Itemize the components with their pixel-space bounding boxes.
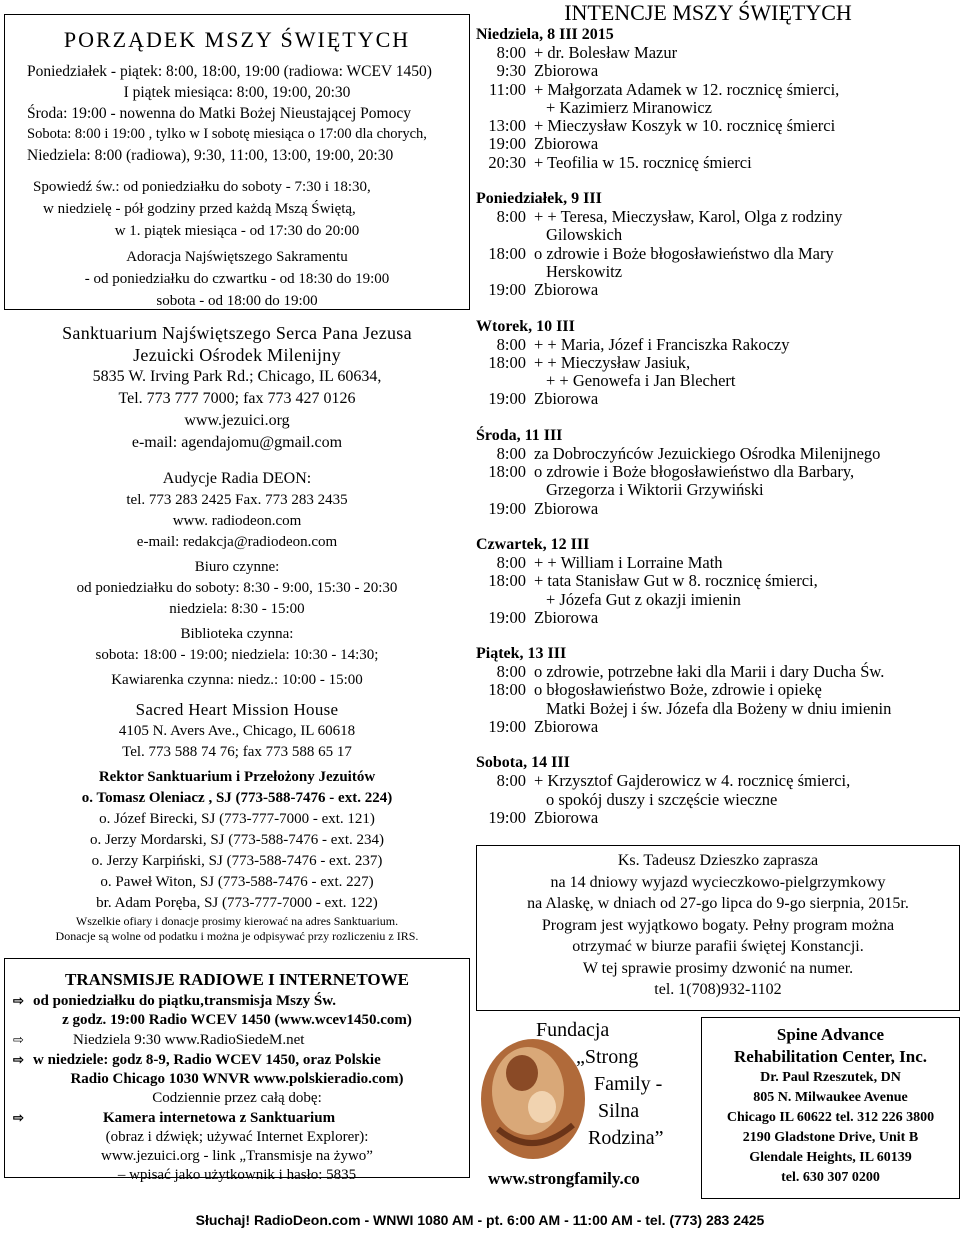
intention-entry [476, 44, 960, 62]
intention-text: + Teofilia w 15. rocznicę śmierci [534, 152, 752, 172]
spine-name-2: Rehabilitation Center, Inc. [734, 1047, 927, 1067]
radio-deon-site[interactable]: www. radiodeon.com [172, 513, 302, 529]
intention-day-heading: Czwartek, 12 III [476, 535, 590, 553]
office-title: Biuro czynne: [194, 559, 280, 575]
mission-house-address: 4105 N. Avers Ave., Chicago, IL 60618 [118, 723, 356, 739]
spine-phone: tel. 630 307 0200 [781, 1170, 880, 1186]
arrow-right-icon: ⇨ [13, 993, 24, 1008]
trip-announcement-box [476, 845, 960, 1011]
intention-text: o zdrowie i Boże błogosławieństwo dla Mary [534, 243, 834, 263]
foundation-word: Rodzina” [588, 1127, 664, 1150]
intention-time: 8:00 [496, 334, 526, 354]
intention-entry [476, 117, 960, 135]
intention-text: + + Mieczysław Jasiuk, [534, 352, 691, 372]
intention-text: + + Genowefa i Jan Blechert [546, 371, 736, 391]
intention-text: + + Maria, Józef i Franciszka Rakoczy [534, 334, 790, 354]
footer-banner: Słuchaj! RadioDeon.com - WNWI 1080 AM - pt. 6:00 AM - 11:00 AM - tel. (773) 283 2425 [195, 1212, 765, 1228]
spine-doctor: Dr. Paul Rzeszutek, DN [760, 1070, 901, 1086]
intention-text: Zbiorowa [534, 498, 599, 518]
spine-address-3: 2190 Gladstone Drive, Unit B [742, 1130, 919, 1146]
library-hours: sobota: 18:00 - 19:00; niedziela: 10:30 - 14:30; [95, 647, 379, 663]
intention-entry [476, 591, 960, 609]
intention-entry [476, 445, 960, 463]
foundation-word: Family - [594, 1073, 663, 1096]
intention-text: + + William i Lorraine Math [534, 552, 723, 572]
intention-time: 9:30 [496, 61, 526, 81]
mass-schedule-box [4, 14, 470, 310]
intention-text: Zbiorowa [534, 280, 599, 300]
intention-time: 8:00 [496, 662, 526, 682]
intention-entry [476, 663, 960, 681]
left-column [4, 14, 470, 1183]
donations-note-1: Wszelkie ofiary i donacje prosimy kierować na adres Sanktuarium. [75, 914, 399, 928]
intention-text: + dr. Bolesław Mazur [534, 43, 678, 62]
intention-entry [476, 809, 960, 827]
intention-time: 18:00 [488, 571, 526, 591]
intention-text: o błogosławieństwo Boże, zdrowie i opiekę [534, 680, 822, 700]
schedule-saturday: Sobota: 8:00 i 19:00 , tylko w I sobotę miesiąca o 17:00 dla chorych, [27, 126, 427, 142]
intention-entry [476, 336, 960, 354]
intention-time: 19:00 [488, 498, 526, 518]
intention-day-heading: Środa, 11 III [476, 426, 563, 444]
intention-day-heading: Piątek, 13 III [476, 645, 567, 663]
intention-time [476, 226, 534, 244]
confession-line-1: Spowiedź św.: od poniedziałku do soboty - 7:30 i 18:30, [33, 179, 371, 195]
trip-line: otrzymać w biurze parafii świętej Konstancji. [572, 938, 864, 956]
sanctuary-address: 5835 W. Irving Park Rd.; Chicago, IL 60634, [92, 368, 382, 385]
intention-time [476, 99, 534, 117]
intention-time: 18:00 [488, 680, 526, 700]
intention-time: 19:00 [488, 607, 526, 627]
rector-name: o. Tomasz Oleniacz , SJ (773-588-7476 - ext. 224) [81, 790, 393, 806]
intentions-list [476, 26, 960, 827]
trip-line: na Alaskę, w dniach od 27-go lipca do 9-go sierpnia, 2015r. [527, 895, 909, 913]
priest-line: o. Jerzy Karpiński, SJ (773-588-7476 - ext. 237) [91, 853, 383, 869]
intention-entry [476, 700, 960, 718]
library-title: Biblioteka czynna: [180, 626, 294, 642]
intention-text: Zbiorowa [534, 607, 599, 627]
intention-time: 19:00 [488, 134, 526, 154]
adoration-weekdays: - od poniedziałku do czwartku - od 18:30 do 19:00 [84, 271, 390, 287]
priest-line: o. Paweł Witon, SJ (773-588-7476 - ext. 227) [100, 874, 374, 890]
intention-time: 11:00 [489, 79, 526, 99]
radio-deon-phone: tel. 773 283 2425 Fax. 773 283 2435 [126, 492, 348, 508]
intention-entry [476, 463, 960, 481]
intention-entry [476, 791, 960, 809]
intention-text: Zbiorowa [534, 717, 599, 737]
foundation-word: „Strong [576, 1046, 639, 1069]
office-weekdays: od poniedziałku do soboty: 8:30 - 9:00, 15:30 - 20:30 [76, 580, 398, 596]
confession-line-3: w 1. piątek miesiąca - od 17:30 do 20:00 [114, 223, 360, 239]
intention-time: 19:00 [488, 807, 526, 827]
intention-text: Herskowitz [546, 261, 623, 281]
mission-house-phone: Tel. 773 588 74 76; fax 773 588 65 17 [122, 744, 352, 760]
intention-time: 8:00 [496, 207, 526, 227]
intention-time [476, 372, 534, 390]
sanctuary-email[interactable]: e-mail: agendajomu@gmail.com [131, 434, 343, 451]
foundation-name [536, 1017, 706, 1152]
trip-line: na 14 dniowy wyjazd wycieczkowo-pielgrzymkowy [550, 873, 886, 891]
intention-entry [476, 154, 960, 172]
intention-text: + Krzysztof Gajderowicz w 4. rocznicę śmierci, [534, 771, 851, 791]
intention-text: + tata Stanisław Gut w 8. rocznicę śmierci, [534, 571, 818, 591]
trip-line: Ks. Tadeusz Dzieszko zaprasza [617, 852, 819, 870]
intention-entry [476, 245, 960, 263]
radio-deon-title: Audycje Radia DEON: [162, 470, 312, 487]
intention-entry [476, 354, 960, 372]
intention-day-heading: Poniedziałek, 9 III [476, 190, 602, 208]
intention-entry [476, 572, 960, 590]
schedule-first-friday: I piątek miesiąca: 8:00, 19:00, 20:30 [123, 84, 351, 101]
spine-address-4: Glendale Heights, IL 60139 [749, 1150, 912, 1166]
intention-entry [476, 609, 960, 627]
intention-time: 8:00 [496, 552, 526, 572]
office-sunday: niedziela: 8:30 - 15:00 [169, 601, 305, 617]
center-name: Jezuicki Ośrodek Milenijny [133, 345, 341, 365]
radio-chicago-line: Radio Chicago 1030 WNVR www.polskieradio.com) [70, 1071, 404, 1087]
intention-time: 8:00 [496, 443, 526, 463]
ads-row [476, 1017, 960, 1199]
spine-name-1: Spine Advance [776, 1025, 885, 1045]
intention-text: Zbiorowa [534, 807, 599, 827]
arrow-right-icon: ⇨ [13, 1032, 24, 1047]
adoration-saturday: sobota - od 18:00 do 19:00 [156, 293, 318, 309]
radio-weekday-time: z godz. 19:00 Radio WCEV 1450 (www.wcev1450.com) [62, 1012, 412, 1028]
spine-advance-ad [701, 1017, 960, 1199]
intention-entry [476, 263, 960, 281]
radio-box-title: TRANSMISJE RADIOWE I INTERNETOWE [64, 970, 409, 989]
daily-line: Codziennie przez całą dobę: [152, 1090, 322, 1106]
radio-broadcast-box [4, 958, 470, 1183]
intention-entry [476, 208, 960, 226]
sanctuary-website[interactable]: www.jezuici.org [184, 412, 290, 429]
intention-text: + + Teresa, Mieczysław, Karol, Olga z rodziny [534, 207, 843, 227]
priest-line: o. Jerzy Mordarski, SJ (773-588-7476 - ext. 234) [89, 832, 385, 848]
schedule-wednesday: Środa: 19:00 - nowenna do Matki Bożej Nieustającej Pomocy [27, 105, 411, 122]
intention-text: za Dobroczyńców Jezuickiego Ośrodka Milenijnego [534, 443, 881, 463]
intention-time: 8:00 [496, 771, 526, 791]
rector-title: Rektor Sanktuarium i Przełożony Jezuitów [98, 769, 376, 785]
intention-text: Grzegorza i Wiktorii Grzywiński [546, 480, 764, 500]
webcam-line: Kamera internetowa z Sanktuarium [103, 1110, 336, 1126]
radio-sunday-line: Niedziela 9:30 www.RadioSiedeM.net [73, 1032, 305, 1048]
radio-weekday-line: od poniedziałku do piątku,transmisja Mszy Św. [33, 993, 336, 1009]
intention-entry [476, 481, 960, 499]
intention-entry [476, 81, 960, 99]
intention-text: Matki Bożej i św. Józefa dla Bożeny w dniu imienin [546, 698, 892, 718]
confession-line-2: w niedzielę - pół godziny przed każdą Mszą Świętą, [43, 201, 356, 217]
arrow-right-icon: ⇨ [13, 1052, 24, 1067]
priest-line: o. Józef Birecki, SJ (773-777-7000 - ext. 121) [99, 811, 375, 827]
trip-line: tel. 1(708)932-1102 [654, 981, 782, 999]
intention-text: + Józefa Gut z okazji imienin [546, 589, 741, 609]
intention-time [476, 263, 534, 281]
intention-time [476, 591, 534, 609]
intention-entry [476, 718, 960, 736]
foundation-ad [476, 1017, 701, 1199]
intention-time: 19:00 [488, 389, 526, 409]
intention-time: 8:00 [496, 43, 526, 62]
intention-text: + Mieczysław Koszyk w 10. rocznicę śmierci [534, 116, 836, 136]
trip-line: Program jest wyjątkowo bogaty. Pełny program można [541, 916, 895, 934]
spine-address-1: 805 N. Milwaukee Avenue [753, 1090, 908, 1106]
intention-time: 13:00 [488, 116, 526, 136]
spine-address-2: Chicago IL 60622 tel. 312 226 3800 [726, 1110, 935, 1126]
schedule-weekdays: Poniedziałek - piątek: 8:00, 18:00, 19:00 (radiowa: WCEV 1450) [27, 63, 432, 80]
sanctuary-phone: Tel. 773 777 7000; fax 773 427 0126 [118, 390, 356, 407]
intention-text: Zbiorowa [534, 134, 599, 154]
intention-entry [476, 390, 960, 408]
intention-day-heading: Sobota, 14 III [476, 754, 570, 772]
intention-entry [476, 772, 960, 790]
intention-time: 19:00 [488, 717, 526, 737]
intention-day-heading: Niedziela, 8 III 2015 [476, 26, 614, 43]
intention-entry [476, 62, 960, 80]
intention-text: Zbiorowa [534, 61, 599, 81]
schedule-sunday: Niedziela: 8:00 (radiowa), 9:30, 11:00, 13:00, 19:00, 20:30 [27, 147, 394, 164]
intention-entry [476, 372, 960, 390]
webcam-login: – wpisać jako użytkownik i hasło: 5835 [117, 1167, 357, 1183]
trip-line: W tej sprawie prosimy dzwonić na numer. [582, 959, 854, 977]
foundation-word: Silna [598, 1100, 640, 1123]
intention-entry [476, 681, 960, 699]
radio-deon-email[interactable]: e-mail: redakcja@radiodeon.com [136, 534, 338, 550]
intention-text: Zbiorowa [534, 389, 599, 409]
donations-note-2: Donacje są wolne od podatku i można je odpisywać przy rozliczeniu z IRS. [55, 929, 419, 943]
arrow-right-icon: ⇨ [13, 1110, 24, 1125]
mission-house-name: Sacred Heart Mission House [135, 700, 339, 719]
foundation-url[interactable]: www.strongfamily.co [488, 1169, 640, 1189]
sanctuary-name: Sanktuarium Najświętszego Serca Pana Jezusa [62, 323, 412, 343]
intention-time: 18:00 [488, 243, 526, 263]
intention-day-heading: Wtorek, 10 III [476, 317, 575, 335]
intention-time [476, 481, 534, 499]
mass-schedule-title: PORZĄDEK MSZY ŚWIĘTYCH [63, 27, 411, 52]
webcam-link[interactable]: www.jezuici.org - link „Transmisje na żywo” [101, 1148, 373, 1164]
sanctuary-info [4, 322, 470, 944]
intention-time: 20:30 [488, 152, 526, 172]
priest-line: br. Adam Poręba, SJ (773-777-7000 - ext. 122) [96, 895, 378, 911]
foundation-word: Fundacja [536, 1019, 610, 1042]
intention-time: 18:00 [488, 462, 526, 482]
intention-text: + Małgorzata Adamek w 12. rocznicę śmierci, [534, 79, 840, 99]
intention-time: 18:00 [488, 352, 526, 372]
right-column [476, 0, 960, 1199]
intention-entry [476, 500, 960, 518]
radio-sunday-polish: w niedziele: godz 8-9, Radio WCEV 1450, oraz Polskie [33, 1052, 381, 1068]
intention-entry [476, 135, 960, 153]
intention-entry [476, 226, 960, 244]
intention-entry [476, 99, 960, 117]
intention-text: Gilowskich [546, 225, 623, 245]
intention-time: 19:00 [488, 280, 526, 300]
webcam-note: (obraz i dźwięk; używać Internet Explorer): [105, 1129, 369, 1145]
adoration-title: Adoracja Najświętszego Sakramentu [126, 249, 348, 265]
intention-text: o zdrowie i Boże błogosławieństwo dla Barbary, [534, 462, 855, 482]
intention-entry [476, 281, 960, 299]
intention-text: o spokój duszy i szczęście wieczne [546, 789, 778, 809]
intention-entry [476, 554, 960, 572]
intention-time [476, 700, 534, 718]
intention-text: o zdrowie, potrzebne łaki dla Marii i dary Ducha Św. [534, 662, 885, 682]
intentions-title: INTENCJE MSZY ŚWIĘTYCH [564, 0, 852, 25]
intention-text: + Kazimierz Miranowicz [546, 97, 712, 117]
intention-time [476, 791, 534, 809]
cafe-hours: Kawiarenka czynna: niedz.: 10:00 - 15:00 [111, 672, 363, 688]
